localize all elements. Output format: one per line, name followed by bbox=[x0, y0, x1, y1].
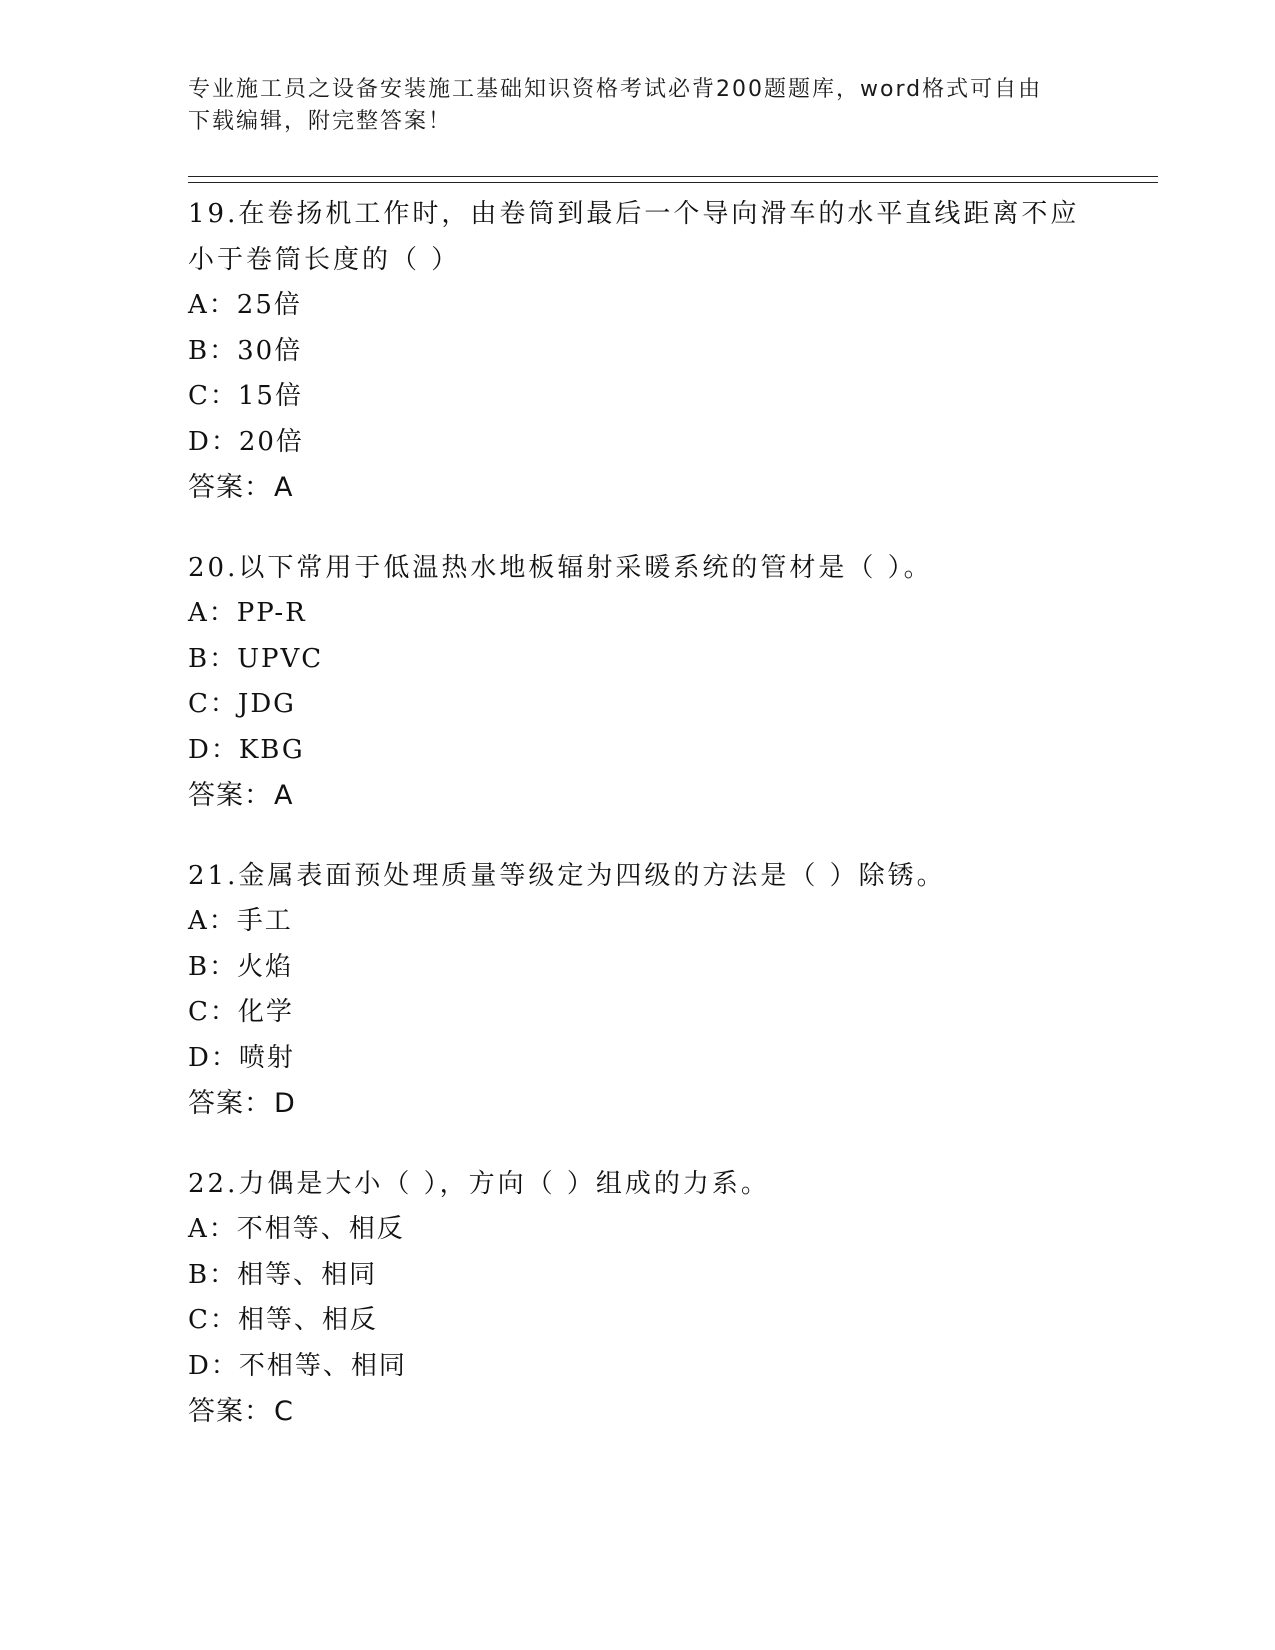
answer-value: C bbox=[274, 1396, 294, 1427]
header-line-2: 下载编辑，附完整答案！ bbox=[188, 109, 453, 134]
question-stem: 19.在卷扬机工作时，由卷筒到最后一个导向滑车的水平直线距离不应 bbox=[188, 199, 1080, 229]
question-stem: 小于卷筒长度的（ ） bbox=[188, 245, 461, 275]
answer-label: 答案： bbox=[188, 472, 272, 503]
answer-label: 答案： bbox=[188, 1088, 272, 1119]
question-stem: 22.力偶是大小（ ），方向（ ）组成的力系。 bbox=[188, 1169, 770, 1199]
option-a: A：25倍 bbox=[188, 290, 302, 320]
option-d: D：20倍 bbox=[188, 426, 304, 457]
header-divider bbox=[188, 176, 1158, 183]
option-a: A：手工 bbox=[188, 906, 293, 936]
page-header bbox=[188, 74, 1088, 138]
answer-value: A bbox=[274, 780, 294, 811]
answer-line bbox=[188, 1081, 1088, 1126]
option-a: A：不相等、相反 bbox=[188, 1214, 405, 1244]
answer-value: A bbox=[274, 472, 294, 503]
question-22 bbox=[188, 1161, 1088, 1434]
option-c: C：化学 bbox=[188, 997, 294, 1027]
option-c: C：相等、相反 bbox=[188, 1305, 378, 1335]
option-c: C：JDG bbox=[188, 689, 296, 719]
question-20 bbox=[188, 545, 1088, 818]
answer-line bbox=[188, 773, 1088, 818]
answer-line bbox=[188, 465, 1088, 510]
header-line-1: 专业施工员之设备安装施工基础知识资格考试必背200题题库，word格式可自由 bbox=[188, 77, 1043, 102]
question-stem: 20.以下常用于低温热水地板辐射采暖系统的管材是（ ）。 bbox=[188, 553, 933, 583]
question-19 bbox=[188, 191, 1088, 510]
question-list bbox=[188, 191, 1088, 1469]
answer-label: 答案： bbox=[188, 1396, 272, 1427]
option-d: D：KBG bbox=[188, 734, 305, 765]
answer-label: 答案： bbox=[188, 780, 272, 811]
option-b: B：30倍 bbox=[188, 335, 303, 366]
option-d: D：喷射 bbox=[188, 1042, 295, 1073]
question-stem: 21.金属表面预处理质量等级定为四级的方法是（ ）除锈。 bbox=[188, 861, 946, 891]
option-c: C：15倍 bbox=[188, 381, 303, 411]
option-b: B：相等、相同 bbox=[188, 1259, 378, 1290]
option-b: B：UPVC bbox=[188, 643, 324, 674]
answer-line bbox=[188, 1389, 1088, 1434]
option-b: B：火焰 bbox=[188, 951, 294, 982]
question-21 bbox=[188, 853, 1088, 1126]
option-d: D：不相等、相同 bbox=[188, 1350, 407, 1381]
answer-value: D bbox=[274, 1088, 296, 1119]
option-a: A：PP-R bbox=[188, 598, 307, 628]
